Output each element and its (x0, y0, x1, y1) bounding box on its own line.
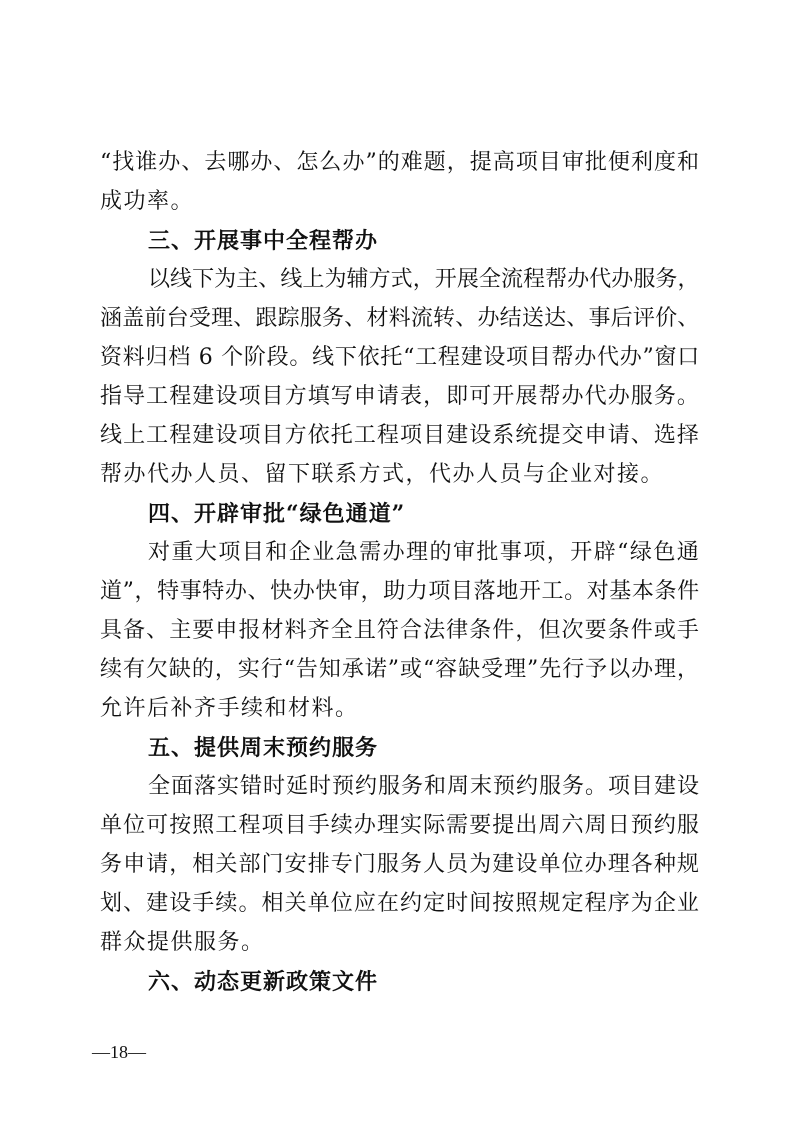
text-line: 指导工程建设项目方填写申请表，即可开展帮办代办服务。 (100, 384, 701, 409)
text-line: 帮办代办人员、留下联系方式，代办人员与企业对接。 (100, 462, 665, 487)
text-line: 道”，特事特办、快办快审，助力项目落地开工。对基本条件 (100, 579, 700, 604)
page-number: —18— (92, 1042, 146, 1062)
text-line: 成功率。 (100, 189, 195, 214)
text-line: 续有欠缺的，实行“告知承诺”或“容缺受理”先行予以办理， (100, 657, 700, 682)
section-heading: 五、提供周末预约服务 (148, 735, 379, 761)
text-line: 全面落实错时延时预约服务和周末预约服务。项目建设 (148, 774, 701, 799)
text-line: 具备、主要申报材料齐全且符合法律条件，但次要条件或手 (100, 618, 701, 643)
text-line: 涵盖前台受理、跟踪服务、材料流转、办结送达、事后评价、 (100, 306, 700, 331)
text-line: 线上工程建设项目方依托工程项目建设系统提交申请、选择 (100, 423, 701, 448)
text-line: 允许后补齐手续和材料。 (100, 696, 359, 721)
text-line: 资料归档 6 个阶段。线下依托“工程建设项目帮办代办”窗口 (100, 345, 700, 370)
section-heading: 四、开辟审批“绿色通道” (148, 501, 406, 527)
text-line: 以线下为主、线上为辅方式，开展全流程帮办代办服务， (148, 267, 700, 292)
text-line: “找谁办、去哪办、怎么办”的难题，提高项目审批便利度和 (100, 150, 700, 175)
text-line: 划、建设手续。相关单位应在约定时间按照规定程序为企业 (100, 891, 701, 916)
text-line: 对重大项目和企业急需办理的审批事项，开辟“绿色通 (148, 540, 701, 565)
text-line: 单位可按照工程项目手续办理实际需要提出周六周日预约服 (100, 813, 701, 838)
section-heading: 六、动态更新政策文件 (148, 969, 379, 995)
section-heading: 三、开展事中全程帮办 (148, 228, 379, 254)
text-line: 务申请，相关部门安排专门服务人员为建设单位办理各种规 (100, 852, 701, 877)
text-line: 群众提供服务。 (100, 930, 265, 955)
